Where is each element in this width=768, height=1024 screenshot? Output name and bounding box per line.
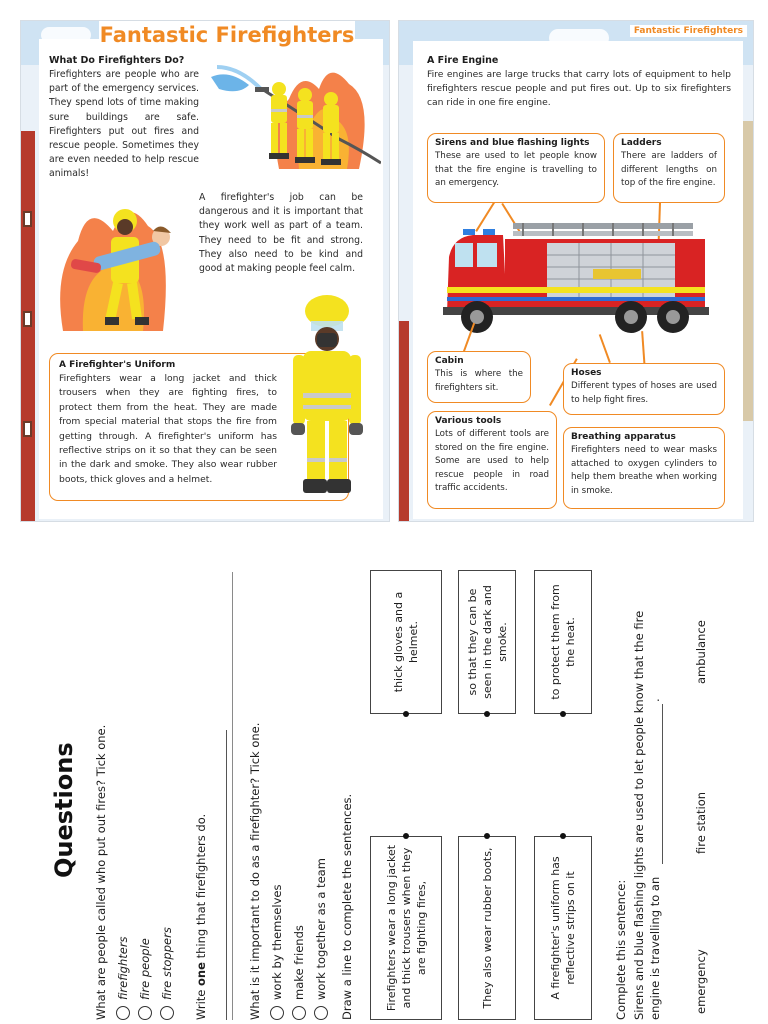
- building-edge: [399, 321, 409, 521]
- tick-circle-make-friends[interactable]: [292, 1006, 306, 1020]
- ladders-box: [613, 133, 725, 203]
- sirens-heading: Sirens and blue flashing lights: [435, 138, 590, 148]
- uniform-heading: A Firefighter's Uniform: [59, 360, 176, 370]
- hoses-box: [563, 363, 725, 415]
- firefighter-uniform-illustration: [287, 293, 367, 503]
- tick-circle-firefighters[interactable]: [116, 1006, 130, 1020]
- answer-line[interactable]: [226, 730, 227, 1020]
- question-2-prefix: Write: [194, 985, 208, 1020]
- window: [23, 421, 32, 437]
- option-make-friends: make friends: [292, 925, 306, 1000]
- divider: [232, 572, 233, 1020]
- question-3: What is it important to do as a firefighter? Tick one.: [248, 722, 262, 1020]
- ladders-heading: Ladders: [621, 138, 662, 148]
- tools-box: [427, 411, 557, 509]
- sentence-start-box[interactable]: They also wear rubber boots,: [458, 836, 516, 1020]
- breathing-text: Firefighters need to wear masks attached to oxygen cylinders to help them breathe when working in smoke.: [571, 445, 717, 496]
- tools-text: Lots of different tools are stored on the fire engine. Some are used to help rescue people in road traffic accidents.: [435, 429, 549, 493]
- connect-dot[interactable]: [484, 711, 490, 717]
- fire-engine-illustration: [443, 217, 713, 337]
- sirens-text: These are used to let people know that the fire engine is travelling to an emergency.: [435, 151, 597, 188]
- window: [23, 211, 32, 227]
- tick-circle-team[interactable]: [314, 1006, 328, 1020]
- option-work-by-themselves: work by themselves: [270, 884, 284, 1000]
- window: [23, 311, 32, 327]
- tools-heading: Various tools: [435, 416, 502, 426]
- sentence-end-box[interactable]: thick gloves and a helmet.: [370, 570, 442, 714]
- sentence-end-box[interactable]: to protect them from the heat.: [534, 570, 592, 714]
- connect-dot[interactable]: [560, 711, 566, 717]
- info-page-right: [398, 20, 754, 522]
- question-sheet-content: [0, 530, 768, 1024]
- tick-circle-by-themselves[interactable]: [270, 1006, 284, 1020]
- question-5-end: .: [648, 698, 662, 702]
- word-option-fire-station[interactable]: fire station: [694, 791, 708, 854]
- sentence-end-box[interactable]: so that they can be seen in the dark and smoke.: [458, 570, 516, 714]
- firefighters-hose-illustration: [209, 59, 381, 179]
- question-5-line-2: engine is travelling to an: [648, 876, 662, 1020]
- question-5: Complete this sentence:: [614, 879, 628, 1020]
- option-firefighters: firefighters: [116, 936, 130, 1000]
- page-title: Fantastic Firefighters: [99, 23, 355, 47]
- question-4: Draw a line to complete the sentences.: [340, 793, 354, 1020]
- cabin-text: This is where the firefighters sit.: [435, 369, 523, 393]
- option-work-together: work together as a team: [314, 858, 328, 1000]
- sentence-start-box[interactable]: A firefighter's uniform has reflective strips on it: [534, 836, 592, 1020]
- question-sheet: [0, 530, 768, 1024]
- uniform-text: Firefighters wear a long jacket and thick trousers when they are fighting fires, to protect them from the heat. They are made from special material that stops the fire from getting through. A firefighter's uniform has reflective strips on it so that they can be seen in the dark and smoke. They also wear rubber boots, thick gloves and a helmet.: [59, 373, 277, 485]
- option-fire-stoppers: fire stoppers: [160, 927, 174, 1000]
- intro-text: Firefighters are people who are part of the emergency services. They spend lots of time making sure buildings are safe. Firefighters put out fires and rescue people. Sometimes they are even needed to help rescue animals!: [49, 69, 199, 180]
- firefighter-rescue-illustration: [53, 191, 193, 341]
- tick-circle-fire-people[interactable]: [138, 1006, 152, 1020]
- sirens-box: [427, 133, 605, 203]
- cabin-heading: Cabin: [435, 356, 464, 366]
- question-2-bold: one: [194, 962, 208, 986]
- intro-heading: What Do Firefighters Do?: [49, 55, 185, 66]
- connect-dot[interactable]: [560, 833, 566, 839]
- questions-title: Questions: [50, 742, 78, 878]
- question-1: What are people called who put out fires? Tick one.: [94, 724, 108, 1020]
- breathing-box: [563, 427, 725, 509]
- sentence-start-box[interactable]: Firefighters wear a long jacket and thick trousers when they are fighting fires,: [370, 836, 442, 1020]
- ladders-text: There are ladders of different lengths on top of the fire engine.: [621, 151, 717, 188]
- answer-line[interactable]: [662, 704, 663, 864]
- breathing-heading: Breathing apparatus: [571, 432, 676, 442]
- connect-dot[interactable]: [403, 833, 409, 839]
- hoses-text: Different types of hoses are used to help fight fires.: [571, 381, 717, 405]
- connect-dot[interactable]: [403, 711, 409, 717]
- engine-text: Fire engines are large trucks that carry lots of equipment to help firefighters rescue people and put fires out. Up to six firefighters can ride in one fire engine.: [427, 69, 731, 109]
- option-fire-people: fire people: [138, 938, 152, 1000]
- tick-circle-fire-stoppers[interactable]: [160, 1006, 174, 1020]
- job-text: A firefighter's job can be dangerous and it is important that they work well as part of a team. They need to be fit and strong. They also need to be kind and good at making people feel calm.: [199, 192, 363, 275]
- connect-dot[interactable]: [484, 833, 490, 839]
- info-page-left: [20, 20, 390, 522]
- word-option-emergency[interactable]: emergency: [694, 949, 708, 1014]
- word-option-ambulance[interactable]: ambulance: [694, 620, 708, 684]
- question-2: [194, 814, 208, 1020]
- question-5-line-1: Sirens and blue flashing lights are used to let people know that the fire: [632, 610, 646, 1020]
- hoses-heading: Hoses: [571, 368, 602, 378]
- question-2-suffix: thing that firefighters do.: [194, 813, 208, 963]
- cabin-box: [427, 351, 531, 403]
- page-header: Fantastic Firefighters: [630, 25, 747, 37]
- engine-heading: A Fire Engine: [427, 55, 499, 66]
- title-banner: [99, 21, 355, 59]
